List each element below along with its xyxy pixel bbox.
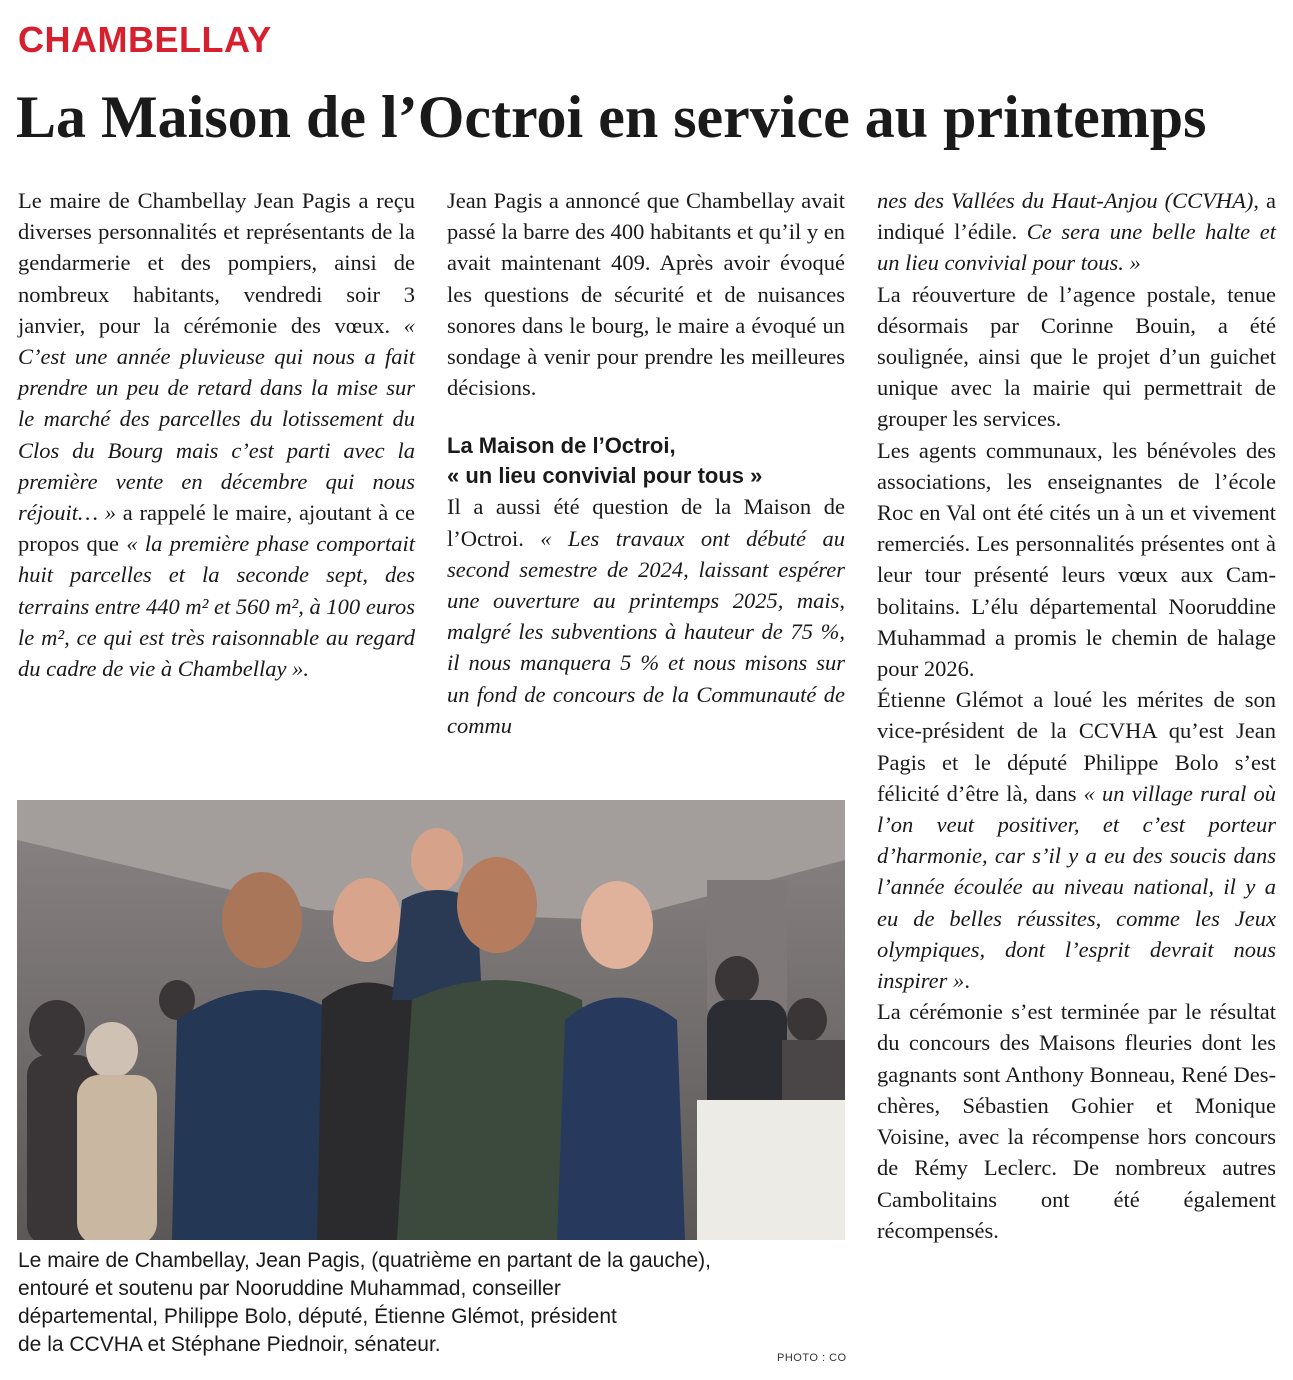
paragraph: Les agents communaux, les bénévoles des associations, les enseignantes de l’école Roc en Val ont été cités un à un et vivement remerciés. Les personnalités présentes ont à leur tour présenté leurs vœux aux Cambolitains. L’élu départemental Nooruddine Muhammad a promis le chemin de halage pour 2026. [877,437,1276,682]
quote: « Les travaux ont débuté au second semestre de 2024, laissant espérer une ouverture au printemps 2025, mais, malgré les subventions à hauteur de 75 %, il nous manquera 5 % et nous misons sur un fond de concours de la Communauté de commu [447,525,845,738]
text: Il a aussi été question de la Maison de l’Octroi. [447,494,845,551]
quote: « C’est une année pluvieuse qui nous a fait prendre un peu de retard dans la mise sur le marché des parcelles du lotissement du Clos du Bourg mais c’est parti avec la première vente en décembre qui nous réjouit… » [18,312,415,526]
section-kicker: CHAMBELLAY [18,19,272,60]
article-column-2 [447,185,845,741]
paragraph [877,185,1276,279]
subheading-line: « un lieu convivial pour tous » [447,463,763,489]
paragraph: Jean Pagis a annoncé que Chambellay avait passé la barre des 400 habitants et qu’il y en avait maintenant 409. Après avoir évoqué les questions de sécurité et de nuisances sonores dans le bourg, le maire a évoqué un sondage à venir pour prendre les meilleures décisions. [447,188,846,401]
text: a rappelé le maire, ajoutant à ce propos que [18,500,415,557]
quote: nes des Vallées du Haut-Anjou (CCVHA) [877,188,1254,213]
photo-illustration [17,800,845,1240]
paragraph: La cérémonie s’est terminée par le résultat du concours des Maisons fleuries dont les gagnants sont Anthony Bonneau, René Deschères, Sébastien Gohier et Monique Voisine, avec la récompense hors concours de Rémy Leclerc. De nombreux autres Cambolitains ont été également récompensés. [877,999,1276,1243]
text: Le maire de Chambellay Jean Pagis a reçu diverses personnalités et représentants de la gendarmerie et des pompiers, ainsi de nombreux habitants, vendredi soir 3 janvier, pour la cérémonie des vœux. [18,188,415,338]
article-column-3 [877,185,1276,1246]
text: Étienne Glémot a loué les mérites de son vice-président de la CCVHA qu’est Jean Pagis et le député Philippe Bolo s’est félicité d’être là, dans [877,687,1276,806]
text: . [964,968,970,994]
caption-line: de la CCVHA et Stéphane Piednoir, sénateur. [18,1333,441,1356]
caption-line: départemental, Philippe Bolo, député, Étienne Glémot, président [18,1305,617,1328]
photo-caption [18,1247,838,1359]
quote: « un village rural où l’on veut positiver, et c’est porteur d’harmonie, car s’il y a eu des soucis dans l’année écoulée au niveau national, il y a eu de belles réussites, comme les Jeux olympiques, dont l’esprit devrait nous inspirer » [877,780,1276,994]
subheading [447,431,845,491]
article-headline: La Maison de l’Octroi en service au printemps [16,84,1207,150]
article-photo [17,800,845,1240]
quote: Ce sera une belle halte et un lieu convivial pour tous. » [877,219,1276,276]
text: , a indiqué l’édile. [877,188,1276,245]
paragraph [877,684,1276,996]
photo-credit: PHOTO : CO [777,1352,847,1364]
paragraph [18,185,415,684]
caption-line: entouré et soutenu par Nooruddine Muhammad, conseiller [18,1277,561,1300]
subheading-line: La Maison de l’Octroi, [447,433,676,459]
article-column-1 [18,185,415,684]
paragraph [447,491,845,741]
paragraph: La réouverture de l’agence postale, tenue désormais par Corinne Bouin, a été soulignée, ainsi que le projet d’un guichet unique avec la mairie qui permettrait de grouper les services. [877,281,1276,432]
quote: « la première phase comportait huit parcelles et la seconde sept, des terrains entre 440 m² et 560 m², à 100 euros le m², ce qui est très raisonnable au regard du cadre de vie à Chambellay ». [18,531,415,682]
caption-line: Le maire de Chambellay, Jean Pagis, (quatrième en partant de la gauche), [18,1249,712,1272]
